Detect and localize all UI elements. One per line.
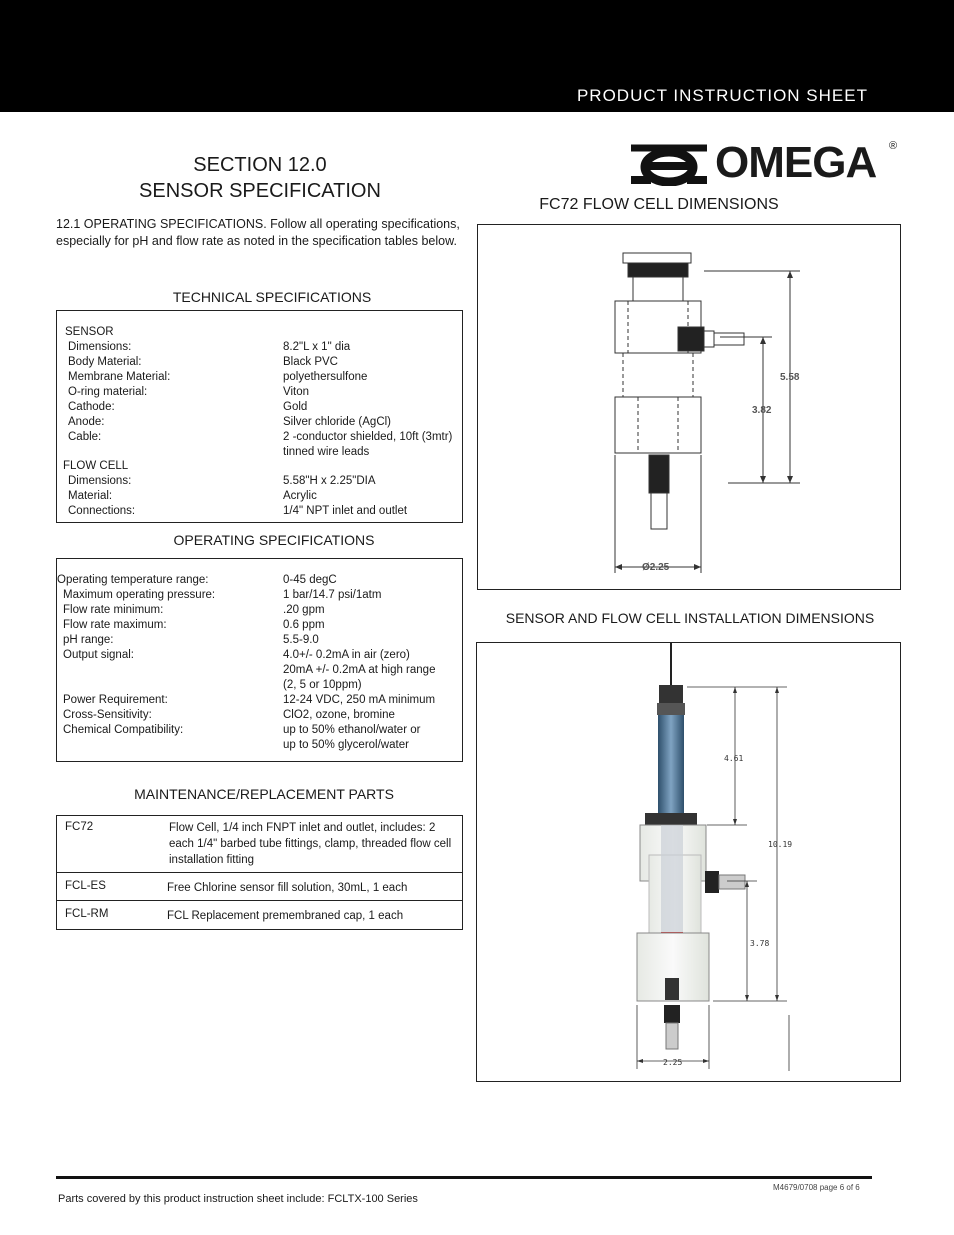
spec-label: Cathode: bbox=[68, 401, 115, 413]
spec-value: polyethersulfone bbox=[283, 371, 368, 383]
spec-label: Material: bbox=[68, 490, 113, 502]
fc72-caption: FC72 FLOW CELL DIMENSIONS bbox=[539, 196, 779, 213]
spec-label: Power Requirement: bbox=[63, 694, 168, 706]
sensor-heading: SENSOR bbox=[65, 326, 114, 338]
spec-value: Gold bbox=[283, 401, 308, 413]
tech-specs-box bbox=[56, 310, 463, 523]
footer-page-ref: M4679/0708 page 6 of 6 bbox=[773, 1183, 860, 1192]
spec-value: 0-45 degC bbox=[283, 574, 337, 586]
spec-value: Black PVC bbox=[283, 356, 338, 368]
section-name: SENSOR SPECIFICATION bbox=[139, 180, 381, 202]
spec-value: 12-24 VDC, 250 mA minimum bbox=[283, 694, 436, 706]
spec-label: Dimensions: bbox=[68, 475, 132, 487]
flow-cell-heading: FLOW CELL bbox=[63, 460, 129, 472]
spec-label: pH range: bbox=[63, 634, 114, 646]
spec-label: Operating temperature range: bbox=[57, 574, 209, 586]
cable-extra: tinned wire leads bbox=[283, 446, 370, 458]
spec-value: Silver chloride (AgCl) bbox=[283, 416, 392, 428]
header-bar bbox=[0, 0, 954, 112]
spec-value: 2 -conductor shielded, 10ft (3mtr) bbox=[283, 431, 453, 443]
fc72-height-label: 5.58 bbox=[780, 372, 800, 383]
spec-label: Chemical Compatibility: bbox=[63, 724, 184, 736]
header-title: PRODUCT INSTRUCTION SHEET bbox=[576, 86, 868, 105]
spec-label: Output signal: bbox=[63, 649, 134, 661]
part-code: FCL-RM bbox=[65, 908, 109, 920]
spec-value: .20 gpm bbox=[283, 604, 325, 616]
part-description: Free Chlorine sensor fill solution, 30mL, 1 each bbox=[167, 882, 408, 894]
spec-value: 5.58"H x 2.25"DIA bbox=[283, 475, 376, 487]
spec-value: ClO2, ozone, bromine bbox=[283, 709, 395, 721]
footer-rule bbox=[56, 1176, 872, 1179]
spec-value: up to 50% ethanol/water or bbox=[283, 724, 421, 736]
chem-extra: up to 50% glycerol/water bbox=[283, 739, 409, 751]
intro-paragraph: 12.1 OPERATING SPECIFICATIONS. Follow all operating specifications, especially for pH and flow rate as noted in the specification tables below. bbox=[56, 217, 460, 248]
spec-value: Viton bbox=[283, 386, 310, 398]
maintenance-caption: MAINTENANCE/REPLACEMENT PARTS bbox=[134, 786, 394, 802]
spec-label: Cross-Sensitivity: bbox=[63, 709, 152, 721]
spec-label: Membrane Material: bbox=[68, 371, 171, 383]
fc72-diameter-label: Ø2.25 bbox=[642, 562, 670, 573]
spec-label: O-ring material: bbox=[68, 386, 148, 398]
part-description: Flow Cell, 1/4 inch FNPT inlet and outlet, includes: 2 each 1/4" barbed tube fittings, clamp, threaded flow cell installation fitting bbox=[169, 822, 452, 866]
install-drawing bbox=[476, 642, 901, 1082]
spec-value: 4.0+/- 0.2mA in air (zero) bbox=[283, 649, 410, 661]
operating-specs-box bbox=[56, 558, 463, 762]
spec-label: Anode: bbox=[68, 416, 105, 428]
parts-table bbox=[56, 815, 463, 930]
spec-label: Maximum operating pressure: bbox=[63, 589, 216, 601]
spec-label: Flow rate minimum: bbox=[63, 604, 164, 616]
spec-value: 0.6 ppm bbox=[283, 619, 325, 631]
spec-value: 8.2"L x 1" dia bbox=[283, 341, 351, 353]
part-code: FCL-ES bbox=[65, 880, 106, 892]
part-code: FC72 bbox=[65, 821, 94, 833]
footer-parts-note: Parts covered by this product instruction sheet include: FCLTX-100 Series bbox=[58, 1193, 418, 1205]
spec-label: Dimensions: bbox=[68, 341, 132, 353]
parts-row bbox=[57, 816, 462, 873]
install-width-label: 2.25 bbox=[663, 1058, 683, 1067]
spec-label: Cable: bbox=[68, 431, 102, 443]
spec-value: Acrylic bbox=[283, 490, 317, 502]
parts-row bbox=[57, 873, 462, 901]
omega-logo-symbol-icon bbox=[627, 140, 713, 186]
operating-specs-caption: OPERATING SPECIFICATIONS bbox=[173, 532, 375, 548]
install-caption: SENSOR AND FLOW CELL INSTALLATION DIMENSIONS bbox=[505, 610, 875, 626]
registered-mark: ® bbox=[889, 140, 898, 152]
section-title bbox=[60, 152, 460, 204]
output-extra-2: (2, 5 or 10ppm) bbox=[283, 679, 362, 691]
spec-label: Connections: bbox=[68, 505, 136, 517]
install-lower-label: 3.78 bbox=[750, 939, 770, 948]
spec-value: 1/4" NPT inlet and outlet bbox=[283, 505, 408, 517]
section-number: SECTION 12.0 bbox=[193, 154, 327, 176]
output-extra-1: 20mA +/- 0.2mA at high range bbox=[283, 664, 436, 676]
omega-logo bbox=[627, 140, 907, 186]
spec-label: Body Material: bbox=[68, 356, 142, 368]
part-description: FCL Replacement premembraned cap, 1 each bbox=[167, 910, 404, 922]
fc72-inner-height-label: 3.82 bbox=[752, 405, 772, 416]
tech-specs-caption: TECHNICAL SPECIFICATIONS bbox=[172, 289, 372, 305]
sensor-flow-cell-diagram bbox=[477, 643, 899, 1080]
install-total-label: 10.19 bbox=[768, 840, 793, 849]
fc72-drawing bbox=[477, 224, 901, 590]
spec-value: 1 bar/14.7 psi/1atm bbox=[283, 589, 382, 601]
install-top-label: 4.61 bbox=[724, 754, 744, 763]
spec-value: 5.5-9.0 bbox=[283, 634, 319, 646]
spec-label: Flow rate maximum: bbox=[63, 619, 167, 631]
fc72-flow-cell-diagram bbox=[478, 225, 899, 588]
omega-logo-text: OMEGA bbox=[715, 138, 877, 187]
parts-row bbox=[57, 901, 462, 930]
